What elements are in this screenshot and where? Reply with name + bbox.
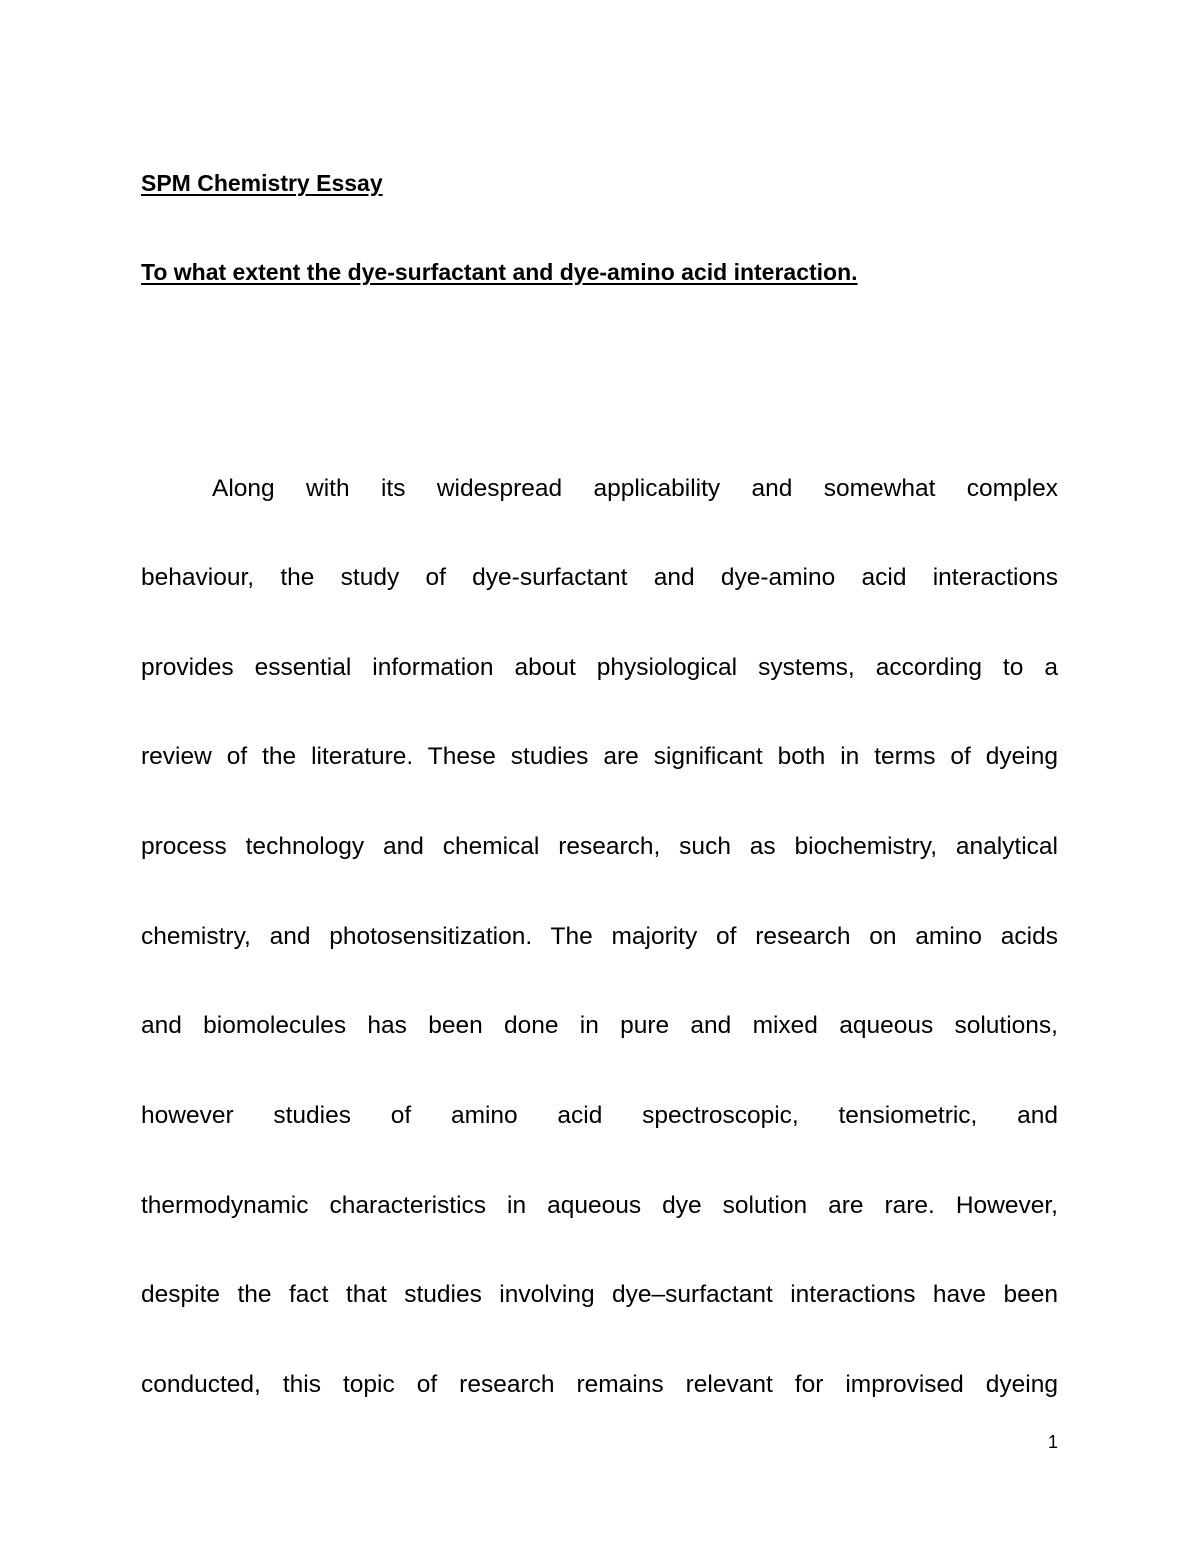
essay-question-heading: To what extent the dye-surfactant and dye-amino acid interaction. <box>141 259 858 285</box>
paragraph-line: and biomolecules has been done in pure and mixed aqueous solutions, <box>141 1012 1058 1039</box>
paragraph-line: despite the fact that studies involving dye–surfactant interactions have been <box>141 1281 1058 1308</box>
paragraph-line: thermodynamic characteristics in aqueous dye solution are rare. However, <box>141 1192 1058 1219</box>
paragraph-line: behaviour, the study of dye-surfactant and dye-amino acid interactions <box>141 564 1058 591</box>
paragraph-line: provides essential information about physiological systems, according to a <box>141 654 1058 681</box>
paragraph-line: conducted, this topic of research remains relevant for improvised dyeing <box>141 1371 1058 1398</box>
paragraph-line: chemistry, and photosensitization. The majority of research on amino acids <box>141 923 1058 950</box>
paragraph-line: process technology and chemical research, such as biochemistry, analytical <box>141 833 1058 860</box>
document-title: SPM Chemistry Essay <box>141 170 383 196</box>
page-number: 1 <box>1047 1432 1058 1452</box>
paragraph-line: however studies of amino acid spectroscopic, tensiometric, and <box>141 1102 1058 1129</box>
paragraph-line: Along with its widespread applicability and somewhat complex <box>212 475 1058 502</box>
paragraph-line: review of the literature. These studies are significant both in terms of dyeing <box>141 743 1058 770</box>
